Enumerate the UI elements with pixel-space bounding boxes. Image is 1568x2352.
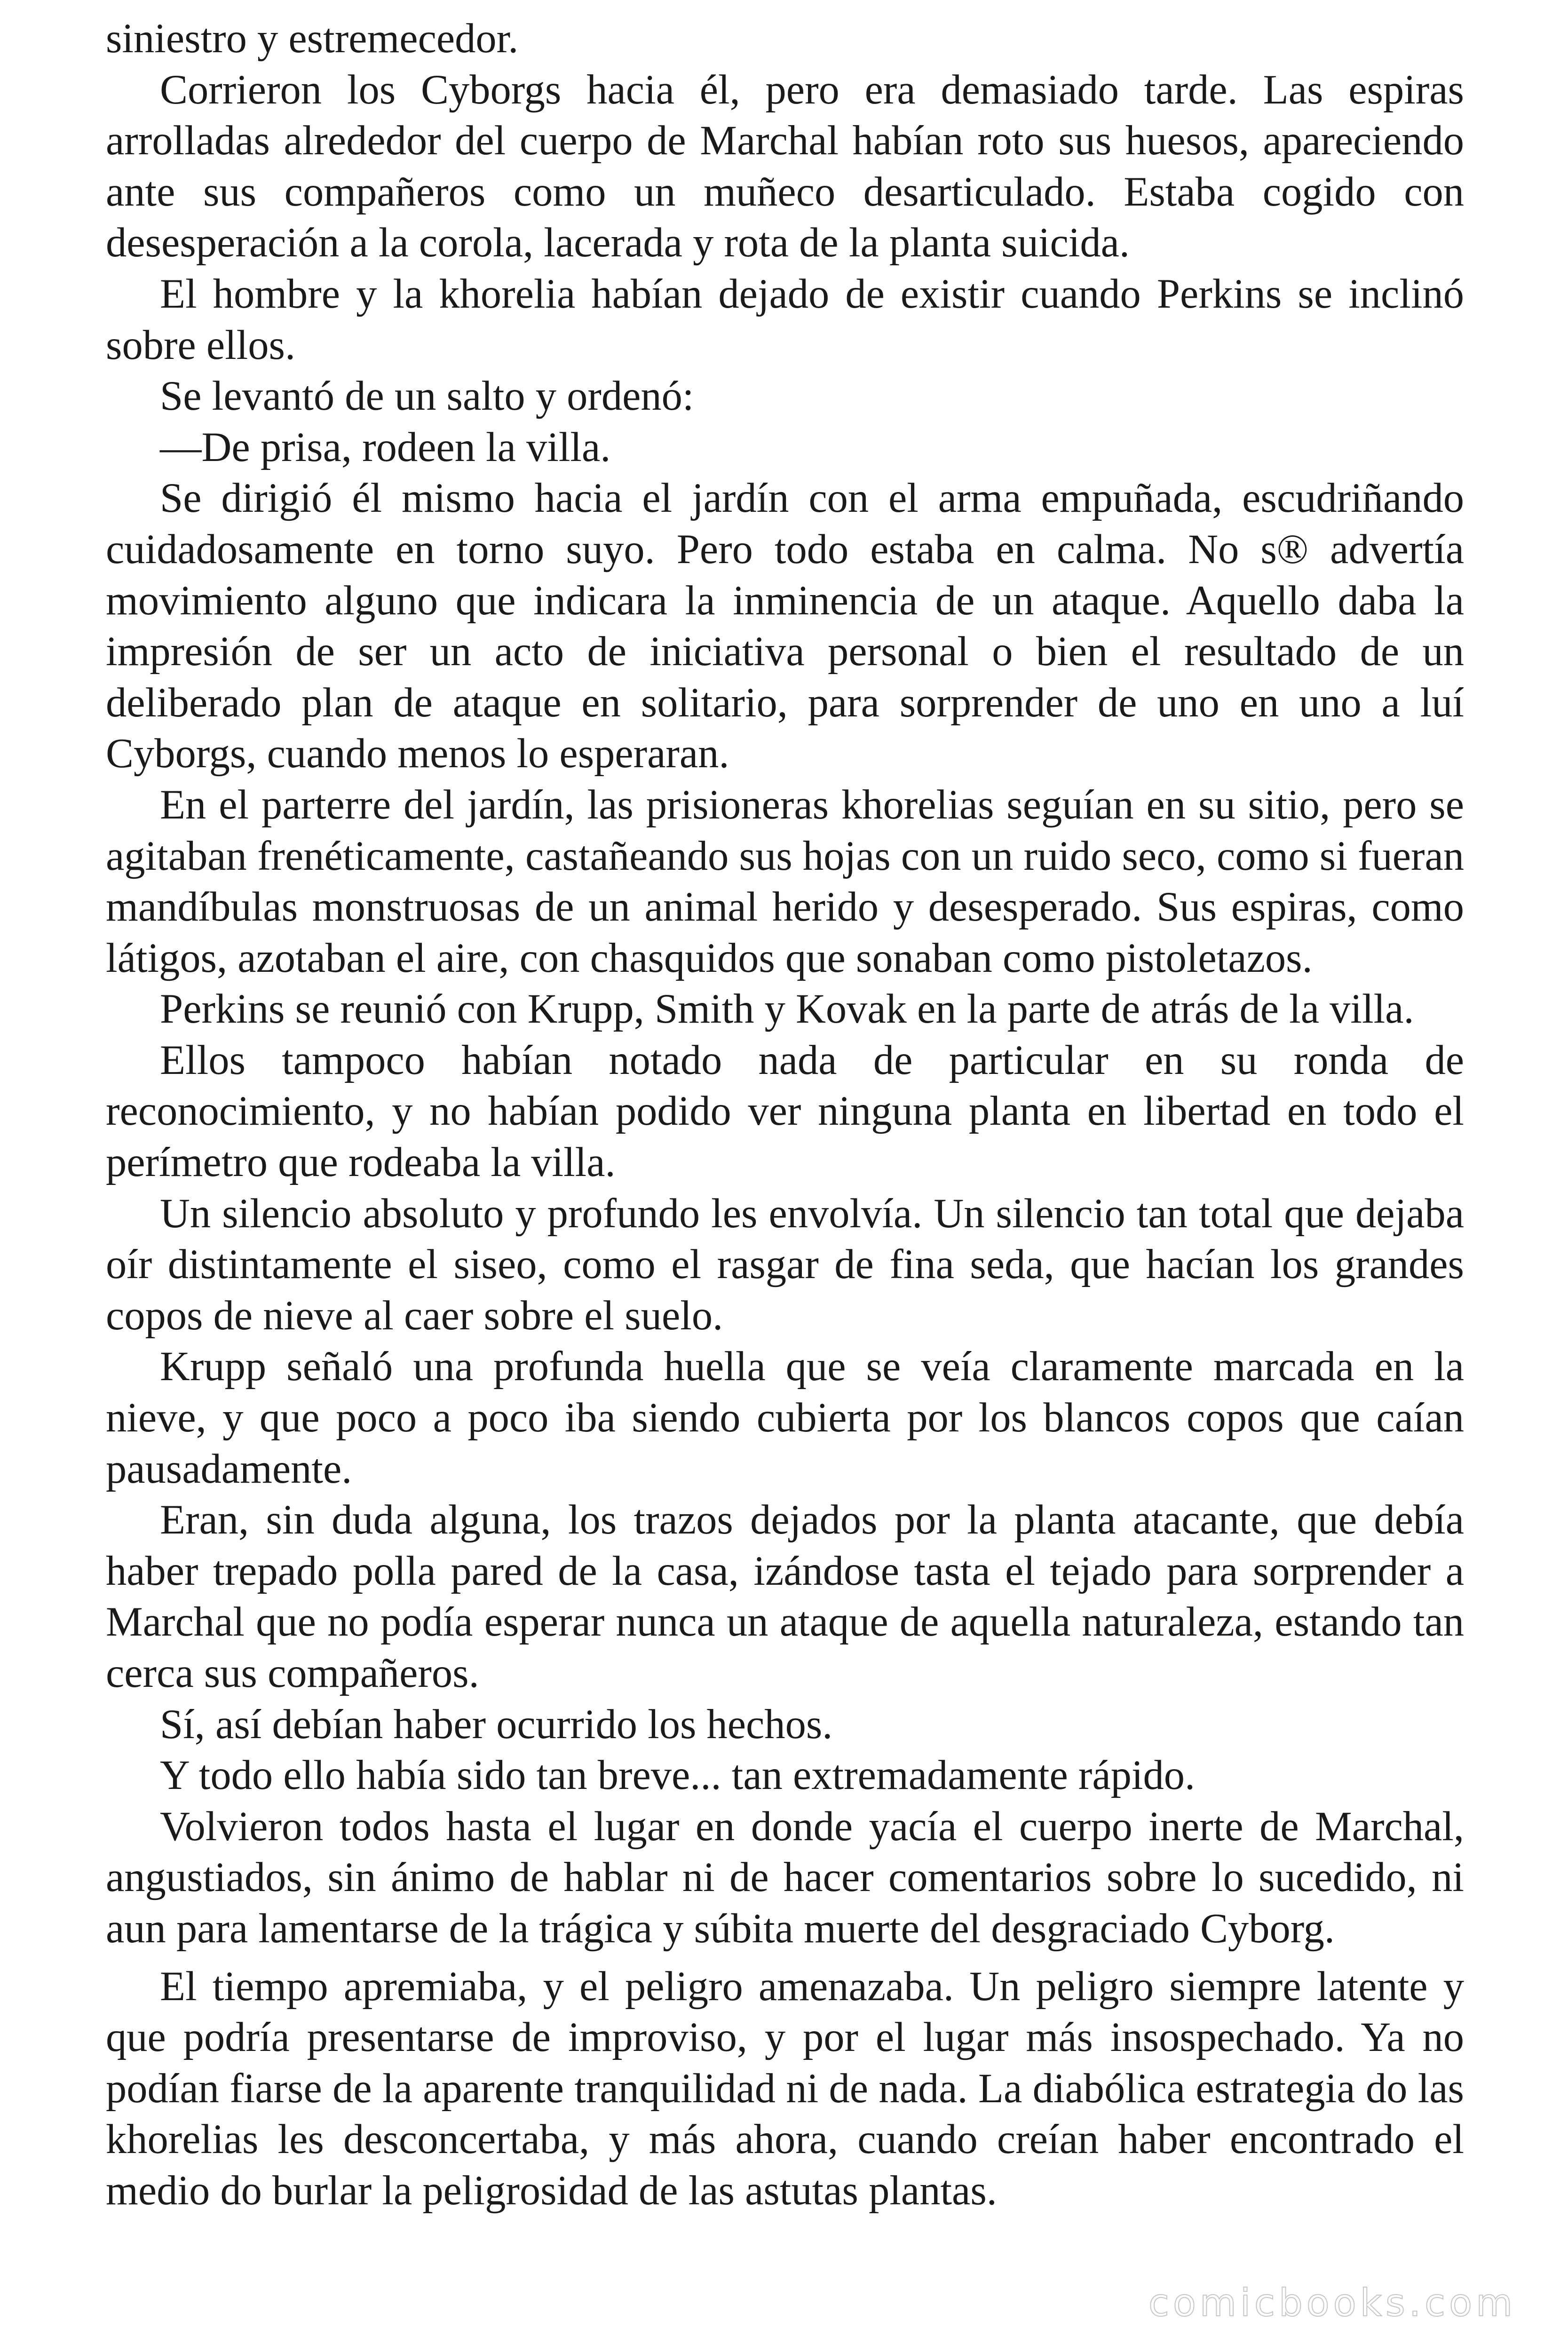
paragraph-14: Y todo ello había sido tan breve... tan extremadamente rápido. [160, 1752, 1196, 1799]
paragraph-5: —De prisa, rodeen la villa. [160, 424, 611, 470]
paragraph-3: El hombre y la khorelia habían dejado de existir cuando Perkins se inclinó sobre ellos. [106, 270, 1464, 368]
paragraph-7: En el parterre del jardín, las prisioneras khorelias seguían en su sitio, pero se agitaban frenéticamente, castañeando sus hojas con un ruido seco, como si fueran mandíbulas monstruosas de un animal herido y desesperado. Sus espiras, como látigos, azotaban el aire, con chasquidos que sonaban como pistoletazos. [106, 781, 1464, 981]
watermark: comicbooks.com [1148, 2281, 1516, 2325]
paragraph-16: El tiempo apremiaba, y el peligro amenazaba. Un peligro siempre latente y que podría presentarse de improviso, y por el lugar más insospechado. Ya no podían fiarse de la aparente tranquilidad ni de nada. La diabólica estrategia do las khorelias les desconcertaba, y más ahora, cuando creían haber encontrado el medio do burlar la peligrosidad de las astutas plantas. [106, 1963, 1464, 2214]
paragraph-15: Volvieron todos hasta el lugar en donde yacía el cuerpo inerte de Marchal, angustiados, sin ánimo de hablar ni de hacer comentarios sobre lo sucedido, ni aun para lamentarse de la trágica y súbita muerte del desgraciado Cyborg. [106, 1803, 1464, 1952]
book-page [106, 13, 1464, 2217]
paragraph-2: Corrieron los Cyborgs hacia él, pero era demasiado tarde. Las espiras arrolladas alrededor del cuerpo de Marchal habían roto sus huesos, apareciendo ante sus compañeros como un muñeco desarticulado. Estaba cogido con desesperación a la corola, lacerada y rota de la planta suicida. [106, 66, 1464, 266]
paragraph-4: Se levantó de un salto y ordenó: [160, 373, 694, 420]
paragraph-8: Perkins se reunió con Krupp, Smith y Kovak en la parte de atrás de la villa. [160, 986, 1414, 1033]
paragraph-9: Ellos tampoco habían notado nada de particular en su ronda de reconocimiento, y no habían podido ver ninguna planta en libertad en todo el perímetro que rodeaba la villa. [106, 1037, 1464, 1186]
paragraph-12: Eran, sin duda alguna, los trazos dejados por la planta atacante, que debía haber trepado polla pared de la casa, izándose tasta el tejado para sorprender a Marchal que no podía esperar nunca un ataque de aquella naturaleza, estando tan cerca sus compañeros. [106, 1497, 1464, 1696]
paragraph-6: Se dirigió él mismo hacia el jardín con el arma empuñada, escudriñando cuidadosamente en torno suyo. Pero todo estaba en calma. No s® advertía movimiento alguno que indicara la inminencia de un ataque. Aquello daba la impresión de ser un acto de iniciativa personal o bien el resultado de un deliberado plan de ataque en solitario, para sorprender de uno en uno a luí Cyborgs, cuando menos lo esperaran. [106, 475, 1464, 777]
paragraph-1: siniestro y estremecedor. [106, 16, 519, 62]
paragraph-11: Krupp señaló una profunda huella que se veía claramente marcada en la nieve, y que poco a poco iba siendo cubierta por los blancos copos que caían pausadamente. [106, 1343, 1464, 1492]
paragraph-10: Un silencio absoluto y profundo les envolvía. Un silencio tan total que dejaba oír distintamente el siseo, como el rasgar de fina seda, que hacían los grandes copos de nieve al caer sobre el suelo. [106, 1190, 1464, 1339]
paragraph-13: Sí, así debían haber ocurrido los hechos. [160, 1701, 833, 1748]
